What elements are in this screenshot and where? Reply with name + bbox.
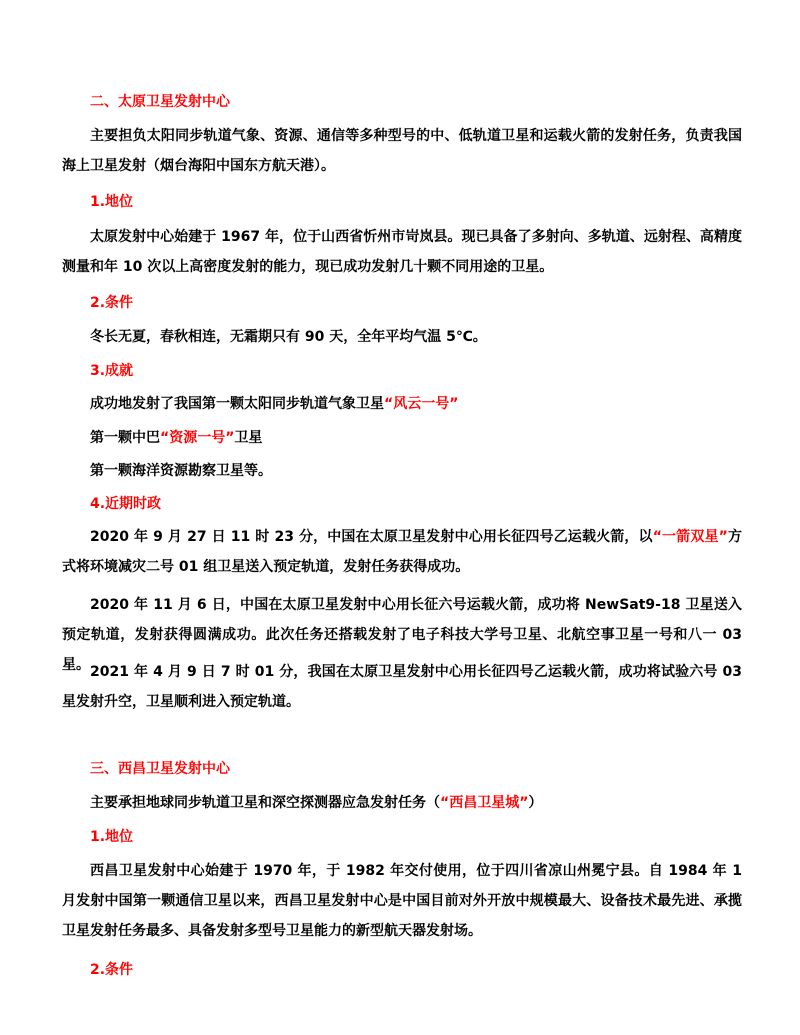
achievement-text: 第一颗中巴 <box>90 430 160 446</box>
news-text: 方式将环境减灾二号 01 组卫星送入预定轨道，发射任务获得成功。 <box>62 529 742 575</box>
news-item: 2020 年 11 月 6 日，中国在太原卫星发射中心用长征六号运载火箭，成功将 NewSat9-18 卫星送入预定轨道，发射获得圆满成功。此次任务还搭载发射了电子科技大学号卫星、北航空事卫星一号和八一 03 星。 <box>62 597 742 673</box>
intro-text: ） <box>528 795 543 811</box>
subheading-status: 1.地位 <box>90 194 134 210</box>
achievement-item: 第一颗海洋资源勘察卫星等。 <box>90 463 272 479</box>
subheading-achievements: 3.成就 <box>90 363 134 379</box>
intro-text: 主要承担地球同步轨道卫星和深空探测器应急发射任务（ <box>90 795 440 811</box>
subheading-recent-news: 4.近期时政 <box>90 496 162 512</box>
section-heading-taiyuan: 二、太原卫星发射中心 <box>90 94 230 110</box>
achievement-text: 成功地发射了我国第一颗太阳同步轨道气象卫星 <box>90 396 384 412</box>
highlight-text: “资源一号” <box>160 430 235 446</box>
section-heading-xichang: 三、西昌卫星发射中心 <box>90 761 230 777</box>
subheading-conditions: 2.条件 <box>90 295 134 311</box>
highlight-text: “风云一号” <box>384 396 459 412</box>
xichang-intro <box>62 788 742 818</box>
taiyuan-conditions-text: 冬长无夏，春秋相连，无霜期只有 90 天，全年平均气温 5℃。 <box>90 329 487 345</box>
subheading-conditions: 2.条件 <box>90 962 134 978</box>
xichang-status-text: 西昌卫星发射中心始建于 1970 年，于 1982 年交付使用，位于四川省凉山州冕宁县。自 1984 年 1 月发射中国第一颗通信卫星以来，西昌卫星发射中心是中国目前对外开放中规模最大、设备技术最先进、承揽卫星发射任务最多、具备发射多型号卫星能力的新型航天器发射场。 <box>62 863 742 939</box>
achievement-item <box>62 423 742 453</box>
taiyuan-intro: 主要担负太阳同步轨道气象、资源、通信等多种型号的中、低轨道卫星和运载火箭的发射任务，负责我国海上卫星发射（烟台海阳中国东方航天港）。 <box>62 128 742 174</box>
achievement-text: 卫星 <box>234 430 263 446</box>
news-text: 2020 年 9 月 27 日 11 时 23 分，中国在太原卫星发射中心用长征四号乙运载火箭，以 <box>90 529 653 545</box>
highlight-text: “西昌卫星城” <box>440 795 529 811</box>
news-item: 2021 年 4 月 9 日 7 时 01 分，我国在太原卫星发射中心用长征四号乙运载火箭，成功将试验六号 03 星发射升空，卫星顺利进入预定轨道。 <box>62 664 742 710</box>
achievement-item <box>62 389 742 419</box>
highlight-text: “一箭双星” <box>652 529 728 545</box>
news-item <box>62 522 742 582</box>
taiyuan-status-text: 太原发射中心始建于 1967 年，位于山西省忻州市岢岚县。现已具备了多射向、多轨道、远射程、高精度测量和年 10 次以上高密度发射的能力，现已成功发射几十颗不同用途的卫星。 <box>62 229 742 275</box>
subheading-status: 1.地位 <box>90 829 134 845</box>
